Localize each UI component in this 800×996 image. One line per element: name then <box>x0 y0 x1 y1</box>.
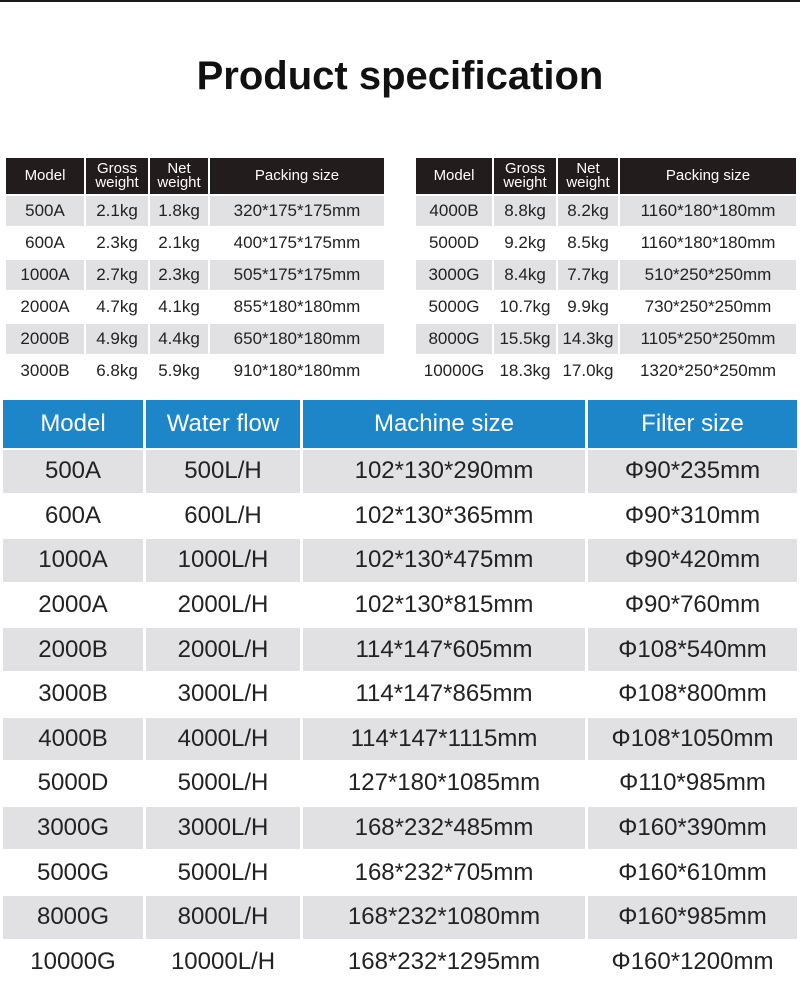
cell-water-flow: 5000L/H <box>146 851 300 894</box>
cell-water-flow: 600L/H <box>146 495 300 538</box>
table-row <box>6 356 384 386</box>
cell-model: 8000G <box>416 324 492 354</box>
header-packing-size: Packing size <box>210 158 384 194</box>
table-row <box>6 196 384 226</box>
cell-machine-size: 168*232*1295mm <box>303 941 585 984</box>
cell-filter-size: Φ110*985mm <box>588 762 797 805</box>
cell-filter-size: Φ108*540mm <box>588 628 797 671</box>
cell-machine-size: 102*130*365mm <box>303 495 585 538</box>
cell-filter-size: Φ90*235mm <box>588 450 797 493</box>
table-row <box>3 628 797 671</box>
cell-packing-size: 1160*180*180mm <box>620 228 796 258</box>
cell-model: 2000B <box>6 324 84 354</box>
table-row <box>416 196 796 226</box>
header-gross-line1: Gross <box>504 160 545 177</box>
header-gross-line2: weight <box>503 174 547 191</box>
cell-water-flow: 1000L/H <box>146 539 300 582</box>
cell-model: 3000B <box>3 673 143 716</box>
cell-gross-weight: 9.2kg <box>494 228 556 258</box>
cell-machine-size: 127*180*1085mm <box>303 762 585 805</box>
cell-model: 5000D <box>416 228 492 258</box>
cell-net-weight: 1.8kg <box>150 196 208 226</box>
table-row <box>3 807 797 850</box>
cell-net-weight: 4.4kg <box>150 324 208 354</box>
spec-table <box>0 398 800 985</box>
table-row <box>416 260 796 290</box>
packing-table-header <box>6 158 384 194</box>
cell-packing-size: 1320*250*250mm <box>620 356 796 386</box>
cell-model: 10000G <box>416 356 492 386</box>
cell-net-weight: 4.1kg <box>150 292 208 322</box>
cell-model: 1000A <box>3 539 143 582</box>
cell-net-weight: 8.2kg <box>558 196 618 226</box>
cell-gross-weight: 18.3kg <box>494 356 556 386</box>
cell-packing-size: 1105*250*250mm <box>620 324 796 354</box>
table-row <box>6 260 384 290</box>
cell-water-flow: 3000L/H <box>146 673 300 716</box>
header-net-line1: Net <box>167 160 191 177</box>
cell-packing-size: 510*250*250mm <box>620 260 796 290</box>
header-net-weight <box>150 158 208 194</box>
cell-gross-weight: 6.8kg <box>86 356 148 386</box>
cell-water-flow: 5000L/H <box>146 762 300 805</box>
cell-gross-weight: 2.7kg <box>86 260 148 290</box>
cell-net-weight: 9.9kg <box>558 292 618 322</box>
cell-gross-weight: 8.4kg <box>494 260 556 290</box>
header-model: Model <box>3 400 143 448</box>
header-model: Model <box>6 158 84 194</box>
cell-water-flow: 3000L/H <box>146 807 300 850</box>
table-row <box>3 495 797 538</box>
table-row <box>6 324 384 354</box>
header-net-weight <box>558 158 618 194</box>
cell-net-weight: 2.1kg <box>150 228 208 258</box>
cell-filter-size: Φ160*985mm <box>588 896 797 939</box>
cell-filter-size: Φ90*310mm <box>588 495 797 538</box>
cell-net-weight: 8.5kg <box>558 228 618 258</box>
cell-machine-size: 102*130*475mm <box>303 539 585 582</box>
cell-water-flow: 500L/H <box>146 450 300 493</box>
cell-model: 3000B <box>6 356 84 386</box>
cell-model: 3000G <box>416 260 492 290</box>
cell-model: 4000B <box>416 196 492 226</box>
cell-model: 2000A <box>3 584 143 627</box>
cell-model: 500A <box>6 196 84 226</box>
cell-machine-size: 114*147*1115mm <box>303 718 585 761</box>
header-net-line2: weight <box>566 174 610 191</box>
header-water-flow: Water flow <box>146 400 300 448</box>
cell-packing-size: 910*180*180mm <box>210 356 384 386</box>
cell-machine-size: 102*130*290mm <box>303 450 585 493</box>
cell-filter-size: Φ108*800mm <box>588 673 797 716</box>
header-net-line1: Net <box>576 160 600 177</box>
table-row <box>3 762 797 805</box>
table-row <box>416 324 796 354</box>
spec-table-header <box>3 400 797 448</box>
cell-packing-size: 730*250*250mm <box>620 292 796 322</box>
cell-packing-size: 505*175*175mm <box>210 260 384 290</box>
cell-machine-size: 114*147*605mm <box>303 628 585 671</box>
header-gross-line2: weight <box>95 174 139 191</box>
table-row <box>3 450 797 493</box>
table-row <box>3 539 797 582</box>
cell-model: 5000D <box>3 762 143 805</box>
cell-net-weight: 17.0kg <box>558 356 618 386</box>
cell-water-flow: 10000L/H <box>146 941 300 984</box>
cell-model: 8000G <box>3 896 143 939</box>
cell-filter-size: Φ90*760mm <box>588 584 797 627</box>
cell-model: 2000A <box>6 292 84 322</box>
cell-machine-size: 102*130*815mm <box>303 584 585 627</box>
header-net-line2: weight <box>157 174 201 191</box>
cell-model: 10000G <box>3 941 143 984</box>
cell-packing-size: 320*175*175mm <box>210 196 384 226</box>
cell-machine-size: 168*232*1080mm <box>303 896 585 939</box>
table-row <box>416 356 796 386</box>
cell-machine-size: 168*232*705mm <box>303 851 585 894</box>
table-row <box>416 292 796 322</box>
cell-gross-weight: 4.9kg <box>86 324 148 354</box>
cell-net-weight: 14.3kg <box>558 324 618 354</box>
cell-filter-size: Φ108*1050mm <box>588 718 797 761</box>
cell-packing-size: 1160*180*180mm <box>620 196 796 226</box>
page-title: Product specification <box>196 54 604 98</box>
cell-model: 3000G <box>3 807 143 850</box>
cell-model: 5000G <box>3 851 143 894</box>
cell-model: 500A <box>3 450 143 493</box>
cell-packing-size: 650*180*180mm <box>210 324 384 354</box>
cell-water-flow: 8000L/H <box>146 896 300 939</box>
cell-packing-size: 400*175*175mm <box>210 228 384 258</box>
cell-net-weight: 7.7kg <box>558 260 618 290</box>
cell-gross-weight: 15.5kg <box>494 324 556 354</box>
cell-filter-size: Φ160*390mm <box>588 807 797 850</box>
cell-model: 4000B <box>3 718 143 761</box>
cell-packing-size: 855*180*180mm <box>210 292 384 322</box>
table-row <box>6 292 384 322</box>
cell-filter-size: Φ160*610mm <box>588 851 797 894</box>
cell-water-flow: 2000L/H <box>146 584 300 627</box>
packing-table-right <box>414 156 798 388</box>
cell-model: 600A <box>6 228 84 258</box>
table-row <box>3 941 797 984</box>
table-row <box>3 673 797 716</box>
packing-table-left <box>4 156 386 388</box>
top-divider <box>0 0 800 2</box>
header-gross-weight <box>494 158 556 194</box>
table-row <box>416 228 796 258</box>
cell-gross-weight: 8.8kg <box>494 196 556 226</box>
table-row <box>3 896 797 939</box>
table-row <box>3 851 797 894</box>
cell-gross-weight: 2.1kg <box>86 196 148 226</box>
cell-gross-weight: 2.3kg <box>86 228 148 258</box>
cell-model: 2000B <box>3 628 143 671</box>
cell-filter-size: Φ160*1200mm <box>588 941 797 984</box>
header-model: Model <box>416 158 492 194</box>
table-row <box>3 584 797 627</box>
cell-net-weight: 5.9kg <box>150 356 208 386</box>
table-row <box>6 228 384 258</box>
cell-filter-size: Φ90*420mm <box>588 539 797 582</box>
header-gross-line1: Gross <box>96 160 137 177</box>
packing-table-header <box>416 158 796 194</box>
cell-water-flow: 4000L/H <box>146 718 300 761</box>
cell-model: 1000A <box>6 260 84 290</box>
header-machine-size: Machine size <box>303 400 585 448</box>
cell-net-weight: 2.3kg <box>150 260 208 290</box>
cell-model: 600A <box>3 495 143 538</box>
table-row <box>3 718 797 761</box>
cell-machine-size: 114*147*865mm <box>303 673 585 716</box>
cell-gross-weight: 10.7kg <box>494 292 556 322</box>
header-packing-size: Packing size <box>620 158 796 194</box>
cell-model: 5000G <box>416 292 492 322</box>
cell-water-flow: 2000L/H <box>146 628 300 671</box>
header-filter-size: Filter size <box>588 400 797 448</box>
cell-machine-size: 168*232*485mm <box>303 807 585 850</box>
cell-gross-weight: 4.7kg <box>86 292 148 322</box>
header-gross-weight <box>86 158 148 194</box>
